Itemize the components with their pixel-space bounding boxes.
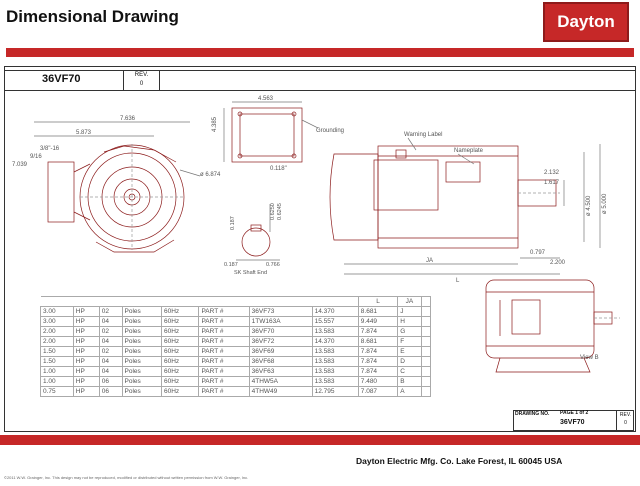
row-poles: 04 [99, 317, 122, 327]
row-l: 13.583 [312, 327, 358, 337]
header-rule [6, 48, 634, 57]
page-label: PAGE 1 of 2 [560, 410, 589, 416]
row-hz: 60Hz [161, 327, 198, 337]
row-l: 13.583 [312, 377, 358, 387]
header-spacer [41, 297, 359, 307]
row-end [421, 347, 430, 357]
row-part-number: 36VF68 [249, 357, 312, 367]
row-part-number: 36VF73 [249, 307, 312, 317]
table-row [41, 337, 431, 347]
row-l: 12.795 [312, 387, 358, 397]
row-part-number: 36VF63 [249, 367, 312, 377]
row-l: 14.370 [312, 337, 358, 347]
row-poles-unit: Poles [122, 317, 161, 327]
table-row [41, 347, 431, 357]
row-letter: B [398, 377, 421, 387]
box-dim-3: 0.118" [270, 166, 287, 172]
row-poles-unit: Poles [122, 377, 161, 387]
row-letter: G [398, 327, 421, 337]
dim-letter-l: L [456, 278, 460, 284]
row-hz: 60Hz [161, 317, 198, 327]
row-ja: 8.681 [358, 337, 398, 347]
row-hp-unit: HP [73, 327, 99, 337]
company-address: Dayton Electric Mfg. Co. Lake Forest, IL 60045 USA [356, 456, 563, 466]
row-hz: 60Hz [161, 367, 198, 377]
row-part-number: 1TW163A [249, 317, 312, 327]
row-hp-unit: HP [73, 387, 99, 397]
key-dim-2: 0.6250 [270, 203, 276, 220]
row-hz: 60Hz [161, 357, 198, 367]
row-hp: 3.00 [41, 307, 74, 317]
row-end [421, 317, 430, 327]
view-b-drawing [470, 272, 630, 392]
row-hp-unit: HP [73, 317, 99, 327]
row-end [421, 387, 430, 397]
dim-letter-ja: JA [426, 258, 434, 264]
dayton-logo [543, 2, 629, 42]
row-poles: 06 [99, 387, 122, 397]
side-dim-2: 1.617 [544, 180, 560, 186]
front-dim-6: ø 6.874 [200, 172, 221, 178]
row-part-number: 36VF70 [249, 327, 312, 337]
box-dim-1: 4.563 [258, 96, 274, 102]
footer-rule [0, 435, 640, 445]
table-row [41, 307, 431, 317]
row-part-label: PART # [199, 337, 249, 347]
front-dim-5: 7.039 [12, 162, 28, 168]
row-end [421, 367, 430, 377]
rev-cell [124, 70, 160, 91]
row-hp: 1.00 [41, 377, 74, 387]
row-hp: 2.00 [41, 327, 74, 337]
row-poles: 04 [99, 357, 122, 367]
row-l: 14.370 [312, 307, 358, 317]
shaft-end-note: SK Shaft End [234, 270, 268, 276]
row-poles: 04 [99, 337, 122, 347]
row-end [421, 337, 430, 347]
title-block-rev [616, 410, 634, 431]
row-letter: C [398, 367, 421, 377]
row-hz: 60Hz [161, 377, 198, 387]
row-poles: 04 [99, 367, 122, 377]
front-dim-4: 9/16 [30, 154, 42, 160]
row-part-label: PART # [199, 327, 249, 337]
row-ja: 7.480 [358, 377, 398, 387]
header-blank [421, 297, 430, 307]
nameplate-label: Nameplate [454, 148, 484, 154]
table-row [41, 357, 431, 367]
front-dim-3: 3/8"-16 [40, 146, 60, 152]
row-hp: 1.50 [41, 347, 74, 357]
row-part-label: PART # [199, 367, 249, 377]
tb-rev-value: 0 [624, 420, 627, 426]
rev-value: 0 [139, 81, 144, 87]
key-dim-3: 0.6245 [277, 203, 283, 220]
page-title: Dimensional Drawing [6, 7, 179, 26]
table-row [41, 377, 431, 387]
front-dim-1: 7.636 [120, 116, 136, 122]
row-hz: 60Hz [161, 347, 198, 357]
warning-label: Warning Label [404, 132, 443, 138]
front-view [34, 122, 200, 252]
row-poles-unit: Poles [122, 327, 161, 337]
grounding-label: Grounding [316, 128, 345, 134]
row-hp-unit: HP [73, 307, 99, 317]
row-part-label: PART # [199, 377, 249, 387]
header-l: L [358, 297, 398, 307]
row-letter: H [398, 317, 421, 327]
row-ja: 7.874 [358, 367, 398, 377]
tb-rev-label: REV. [619, 412, 632, 418]
side-dim-5: 0.797 [530, 250, 546, 256]
box-dim-2: 4.385 [212, 116, 218, 132]
conduit-box-view [224, 102, 318, 162]
row-hp: 0.75 [41, 387, 74, 397]
row-end [421, 307, 430, 317]
key-dim-4: 0.187 [224, 262, 238, 268]
row-part-number: 4THW49 [249, 387, 312, 397]
row-letter: D [398, 357, 421, 367]
row-ja: 8.681 [358, 307, 398, 317]
row-poles-unit: Poles [122, 387, 161, 397]
row-hp-unit: HP [73, 367, 99, 377]
row-letter: F [398, 337, 421, 347]
row-poles-unit: Poles [122, 337, 161, 347]
side-dim-6: 2.200 [550, 260, 566, 266]
row-hp-unit: HP [73, 377, 99, 387]
drawing-number: 36VF70 [560, 419, 585, 426]
row-poles-unit: Poles [122, 347, 161, 357]
row-part-label: PART # [199, 387, 249, 397]
row-poles: 06 [99, 377, 122, 387]
row-ja: 9.449 [358, 317, 398, 327]
table-row [41, 317, 431, 327]
rev-label: REV. [134, 72, 149, 78]
row-letter: J [398, 307, 421, 317]
row-l: 13.583 [312, 367, 358, 377]
row-part-label: PART # [199, 307, 249, 317]
front-dim-2: 5.873 [76, 130, 92, 136]
model-number: 36VF70 [4, 70, 124, 91]
row-hp: 1.50 [41, 357, 74, 367]
side-dim-3: ø 4.500 [586, 195, 592, 216]
view-b-label: View B [580, 355, 599, 361]
row-end [421, 357, 430, 367]
row-hp: 1.00 [41, 367, 74, 377]
table-row [41, 367, 431, 377]
row-letter: E [398, 347, 421, 357]
technical-drawing [4, 92, 636, 292]
row-ja: 7.874 [358, 357, 398, 367]
header-ja: JA [398, 297, 421, 307]
row-l: 13.583 [312, 357, 358, 367]
row-hp-unit: HP [73, 357, 99, 367]
row-part-number: 36VF69 [249, 347, 312, 357]
row-hz: 60Hz [161, 307, 198, 317]
side-dim-1: 2.132 [544, 170, 560, 176]
table-header [41, 297, 431, 307]
row-poles: 02 [99, 307, 122, 317]
row-hp-unit: HP [73, 337, 99, 347]
key-dim-1: 0.187 [230, 216, 236, 230]
spec-table [40, 296, 431, 397]
side-view [330, 138, 600, 274]
row-part-label: PART # [199, 357, 249, 367]
row-poles: 02 [99, 327, 122, 337]
copyright-notice: ©2011 W.W. Grainger, Inc. This design may not be reproduced, modified or distributed without written permission from W.W. Grainger, Inc. [4, 475, 249, 480]
row-poles-unit: Poles [122, 307, 161, 317]
table-row [41, 387, 431, 397]
row-part-number: 4THW5A [249, 377, 312, 387]
row-ja: 7.087 [358, 387, 398, 397]
row-hz: 60Hz [161, 337, 198, 347]
table-row [41, 327, 431, 337]
row-hp: 2.00 [41, 337, 74, 347]
row-part-label: PART # [199, 317, 249, 327]
row-hp: 3.00 [41, 317, 74, 327]
row-part-number: 36VF72 [249, 337, 312, 347]
logo-text: Dayton [557, 12, 615, 31]
row-part-label: PART # [199, 347, 249, 357]
row-poles-unit: Poles [122, 357, 161, 367]
row-hz: 60Hz [161, 387, 198, 397]
side-dim-4: ø 5.000 [602, 193, 608, 214]
row-ja: 7.874 [358, 347, 398, 357]
row-poles: 02 [99, 347, 122, 357]
row-hp-unit: HP [73, 347, 99, 357]
row-end [421, 327, 430, 337]
row-end [421, 377, 430, 387]
key-dim-5: 0.766 [266, 262, 280, 268]
row-l: 13.583 [312, 347, 358, 357]
drawing-no-label: DRAWING NO. [515, 411, 550, 417]
row-ja: 7.874 [358, 327, 398, 337]
row-letter: A [398, 387, 421, 397]
row-l: 15.557 [312, 317, 358, 327]
row-poles-unit: Poles [122, 367, 161, 377]
